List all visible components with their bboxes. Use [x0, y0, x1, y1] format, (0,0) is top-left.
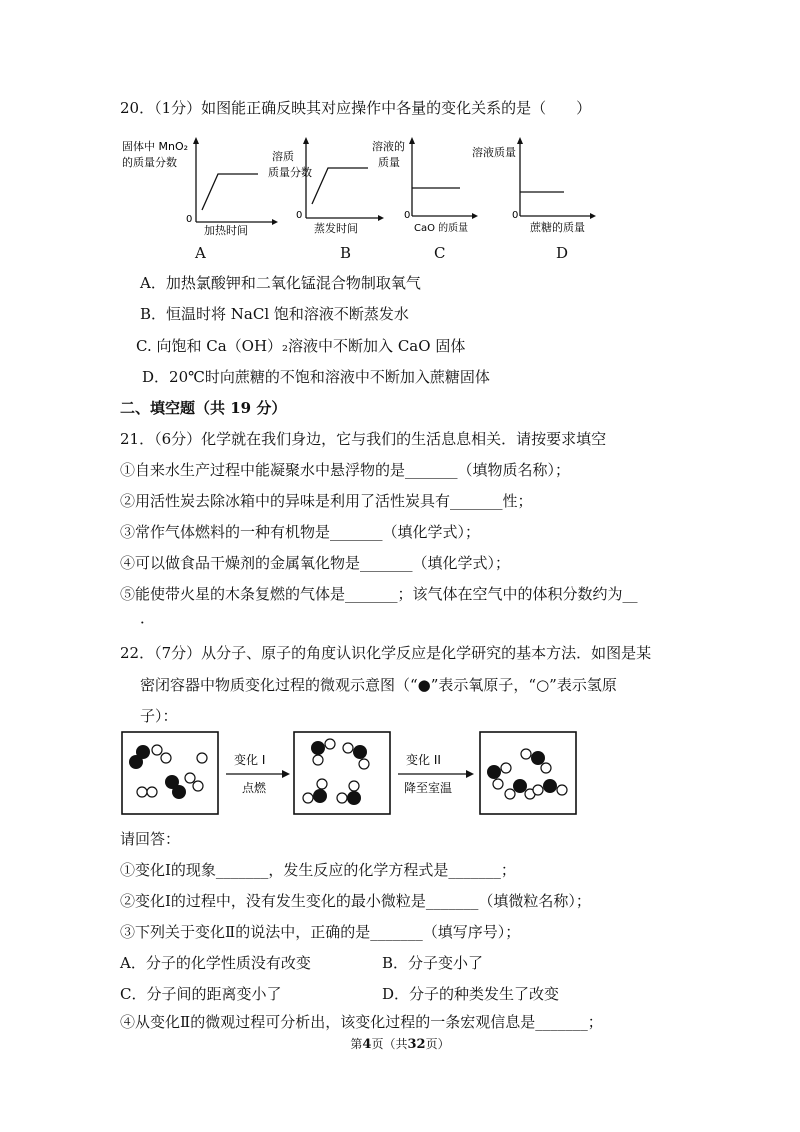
graph-c-letter: C: [434, 244, 446, 262]
graph-c-xlabel: CaO 的质量: [414, 223, 469, 234]
graph-a-letter: A: [195, 244, 206, 262]
q20-option-d: D．20℃时向蔗糖的不饱和溶液中不断加入蔗糖固体: [142, 368, 490, 386]
q22-item-4: ④从变化Ⅱ的微观过程可分析出，该变化过程的一条宏观信息是_______；: [120, 1013, 603, 1031]
footer-total-pages: 32: [407, 1037, 426, 1052]
graph-c-ylabel-2: 质量: [378, 156, 400, 169]
graph-a-origin: 0: [186, 214, 193, 225]
graph-d-xlabel: 蔗糖的质量: [530, 221, 585, 234]
q20-option-a: A．加热氯酸钾和二氧化锰混合物制取氧气: [140, 274, 421, 292]
q22-item-1: ①变化Ⅰ的现象_______，发生反应的化学方程式是_______；: [120, 861, 516, 879]
q22-choice-c: C．分子间的距离变小了: [120, 985, 282, 1003]
q22-choice-a: A．分子的化学性质没有改变: [120, 954, 311, 972]
graph-b-origin: 0: [296, 210, 303, 221]
q20-option-b: B．恒温时将 NaCl 饱和溶液不断蒸发水: [140, 305, 409, 323]
q21-item-4: ④可以做食品干燥剂的金属氧化物是_______（填化学式）；: [120, 554, 511, 572]
footer-mid: 页（共: [371, 1037, 408, 1051]
footer-suffix: 页）: [425, 1037, 450, 1051]
micro-diagram: [118, 728, 608, 822]
q22-stem-3: 子）：: [140, 707, 178, 725]
graph-a: [118, 136, 278, 240]
section-title: 二、填空题（共 19 分）: [120, 399, 287, 417]
graph-c-origin: 0: [404, 210, 411, 221]
graph-c-ylabel-1: 溶液的: [372, 140, 405, 153]
q21-item-2: ②用活性炭去除冰箱中的异味是利用了活性炭具有_______性；: [120, 492, 533, 510]
q21-item-1: ①自来水生产过程中能凝聚水中悬浮物的是_______（填物质名称）；: [120, 461, 571, 479]
page-footer: [0, 1035, 800, 1052]
graph-b-letter: B: [340, 244, 352, 262]
q21-item-5: ⑤能使带火星的木条复燃的气体是_______；该气体在空气中的体积分数约为__: [120, 585, 638, 603]
arrow1-bottom-label: 点燃: [242, 781, 267, 795]
graph-b-xlabel: 蒸发时间: [314, 222, 358, 235]
q22-stem-1: 22．（7分）从分子、原子的角度认识化学反应是化学研究的基本方法．如图是某: [120, 644, 652, 662]
graph-d-ylabel-1: 溶液质量: [472, 146, 516, 159]
q21-stem: 21．（6分）化学就在我们身边，它与我们的生活息息相关．请按要求填空: [120, 430, 607, 448]
q22-prompt: 请回答：: [120, 830, 181, 848]
q22-item-3: ③下列关于变化Ⅱ的说法中，正确的是_______（填写序号）；: [120, 923, 521, 941]
arrow2-bottom-label: 降至室温: [404, 781, 453, 795]
box-before: [122, 732, 218, 814]
q21-item-3: ③常作气体燃料的一种有机物是_______（填化学式）；: [120, 523, 481, 541]
arrow2-top-label: 变化 II: [406, 753, 441, 767]
graph-a-ylabel-2: 的质量分数: [122, 156, 177, 169]
q22-choice-b: B．分子变小了: [382, 954, 484, 972]
graph-a-xlabel: 加热时间: [204, 224, 248, 236]
q22-item-2: ②变化Ⅰ的过程中，没有发生变化的最小微粒是_______（填微粒名称）；: [120, 892, 591, 910]
graph-d-letter: D: [556, 244, 569, 262]
q22-choice-d: D．分子的种类发生了改变: [382, 985, 560, 1003]
arrow1-top-label: 变化 I: [234, 753, 266, 767]
graph-c: [370, 136, 480, 240]
q20-option-c: C. 向饱和 Ca（OH）₂溶液中不断加入 CaO 固体: [136, 337, 466, 355]
footer-prefix: 第: [350, 1037, 363, 1051]
q20-stem: 20．（1分）如图能正确反映其对应操作中各量的变化关系的是（ ）: [120, 99, 592, 117]
graph-b-ylabel-1: 溶质: [272, 150, 294, 163]
q21-tail: ．: [140, 609, 156, 627]
q22-stem-2: 密闭容器中物质变化过程的微观示意图（“●”表示氧原子，“○”表示氢原: [140, 676, 617, 694]
graph-a-ylabel-1: 固体中 MnO₂: [122, 140, 189, 153]
footer-page-number: 4: [362, 1037, 372, 1052]
graph-b-ylabel-2: 质量分数: [268, 166, 312, 179]
graph-d: [468, 136, 598, 240]
graph-d-origin: 0: [512, 210, 519, 221]
